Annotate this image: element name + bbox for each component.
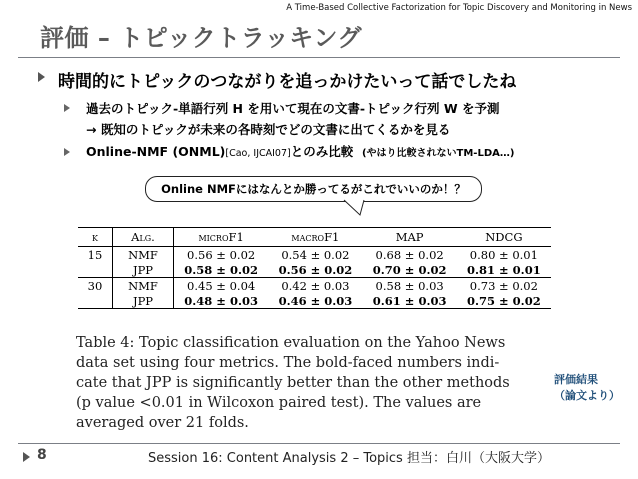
paper-title-header: A Time-Based Collective Factorization for Topic Discovery and Monitoring in News — [286, 3, 632, 13]
footer-text: Session 16: Content Analysis 2 – Topics 担当：白川（大阪大学） — [148, 451, 550, 466]
side-note-line2: （論文より） — [554, 389, 620, 402]
metric-cell: 0.68 ± 0.02 — [375, 247, 444, 262]
metric-cell: 0.46 ± 0.03 — [268, 293, 362, 309]
sub-bullet-2-ref: [Cao, IJCAI07] — [225, 148, 291, 159]
table-header-cell: MAP — [363, 228, 457, 247]
metric-cell: 0.75 ± 0.02 — [457, 293, 551, 309]
table-header-cell: NDCG — [457, 228, 551, 247]
metric-cell: 0.48 ± 0.03 — [174, 293, 269, 309]
metric-cell: 0.70 ± 0.02 — [372, 262, 447, 277]
metric-cell: 0.56 ± 0.02 — [278, 262, 353, 277]
sub-bullet-1-line1: 過去のトピック-単語行列 H を用いて現在の文書-トピック行列 W を予測 — [86, 101, 500, 116]
table-header-cell: macroF1 — [268, 228, 362, 247]
alg-cell: NMF — [113, 247, 174, 263]
sub-bullet-2-main: Online-NMF (ONML) — [86, 144, 226, 159]
side-note-line1: 評価結果 — [554, 373, 598, 386]
footer-triangle-icon — [23, 452, 30, 462]
metric-cell: 0.58 ± 0.03 — [363, 278, 457, 294]
k-cell — [78, 293, 113, 309]
footer-divider — [18, 443, 620, 444]
sub-bullet-2 — [86, 142, 514, 160]
sub-bullet-2-paren: (やはり比較されないTM-LDA…) — [361, 148, 515, 159]
bullet-triangle-icon — [38, 72, 45, 82]
metric-cell: 0.56 ± 0.02 — [187, 247, 256, 262]
caption-line: (p value <0.01 in Wilcoxon paired test). The values are — [76, 395, 482, 411]
table-row — [78, 247, 551, 263]
table-row — [78, 278, 551, 294]
table-row — [78, 262, 551, 278]
table-header-row — [78, 228, 551, 247]
metric-cell: 0.61 ± 0.03 — [363, 293, 457, 309]
table-row — [78, 293, 551, 309]
alg-cell: JPP — [113, 293, 174, 309]
table-caption — [76, 333, 538, 433]
caption-line: averaged over 21 folds. — [76, 415, 249, 431]
title-divider — [18, 57, 620, 58]
side-note — [554, 372, 620, 404]
table-header-cell: k — [78, 228, 113, 247]
metric-cell: 0.81 ± 0.01 — [467, 262, 541, 277]
k-cell — [78, 262, 113, 278]
sub-bullet-triangle-icon — [64, 148, 70, 156]
sub-bullet-1-line2: → 既知のトピックが未来の各時刻でどの文書に出てくるかを見る — [86, 122, 451, 137]
callout-tail — [340, 199, 370, 217]
k-cell: 15 — [78, 247, 113, 263]
metric-cell: 0.73 ± 0.02 — [457, 278, 551, 294]
slide-title: 評価 – トピックトラッキング — [40, 24, 363, 52]
caption-line: Table 4: Topic classification evaluation on the Yahoo News — [76, 335, 506, 351]
k-cell: 30 — [78, 278, 113, 294]
metric-cell: 0.45 ± 0.04 — [174, 278, 269, 294]
metric-cell: 0.42 ± 0.03 — [268, 278, 362, 294]
alg-cell: JPP — [113, 262, 174, 278]
page-number: 8 — [37, 447, 47, 463]
table-header-cell: microF1 — [174, 228, 269, 247]
alg-cell: NMF — [113, 278, 174, 294]
metric-cell: 0.80 ± 0.01 — [469, 247, 538, 262]
table-header-cell: Alg. — [113, 228, 174, 247]
callout-bubble: Online NMFにはなんとか勝ってるがこれでいいのか！？ — [145, 176, 482, 202]
sub-bullet-triangle-icon — [64, 104, 70, 112]
results-table — [78, 227, 551, 309]
caption-line: data set using four metrics. The bold-faced numbers indi- — [76, 355, 500, 371]
metric-cell: 0.58 ± 0.02 — [184, 262, 258, 277]
sub-bullet-2-after: とのみ比較 — [290, 144, 354, 159]
metric-cell: 0.54 ± 0.02 — [281, 247, 350, 262]
main-bullet: 時間的にトピックのつながりを追っかけたいって話でしたね — [58, 72, 517, 92]
caption-line: cate that JPP is significantly better than the other methods — [76, 375, 510, 391]
